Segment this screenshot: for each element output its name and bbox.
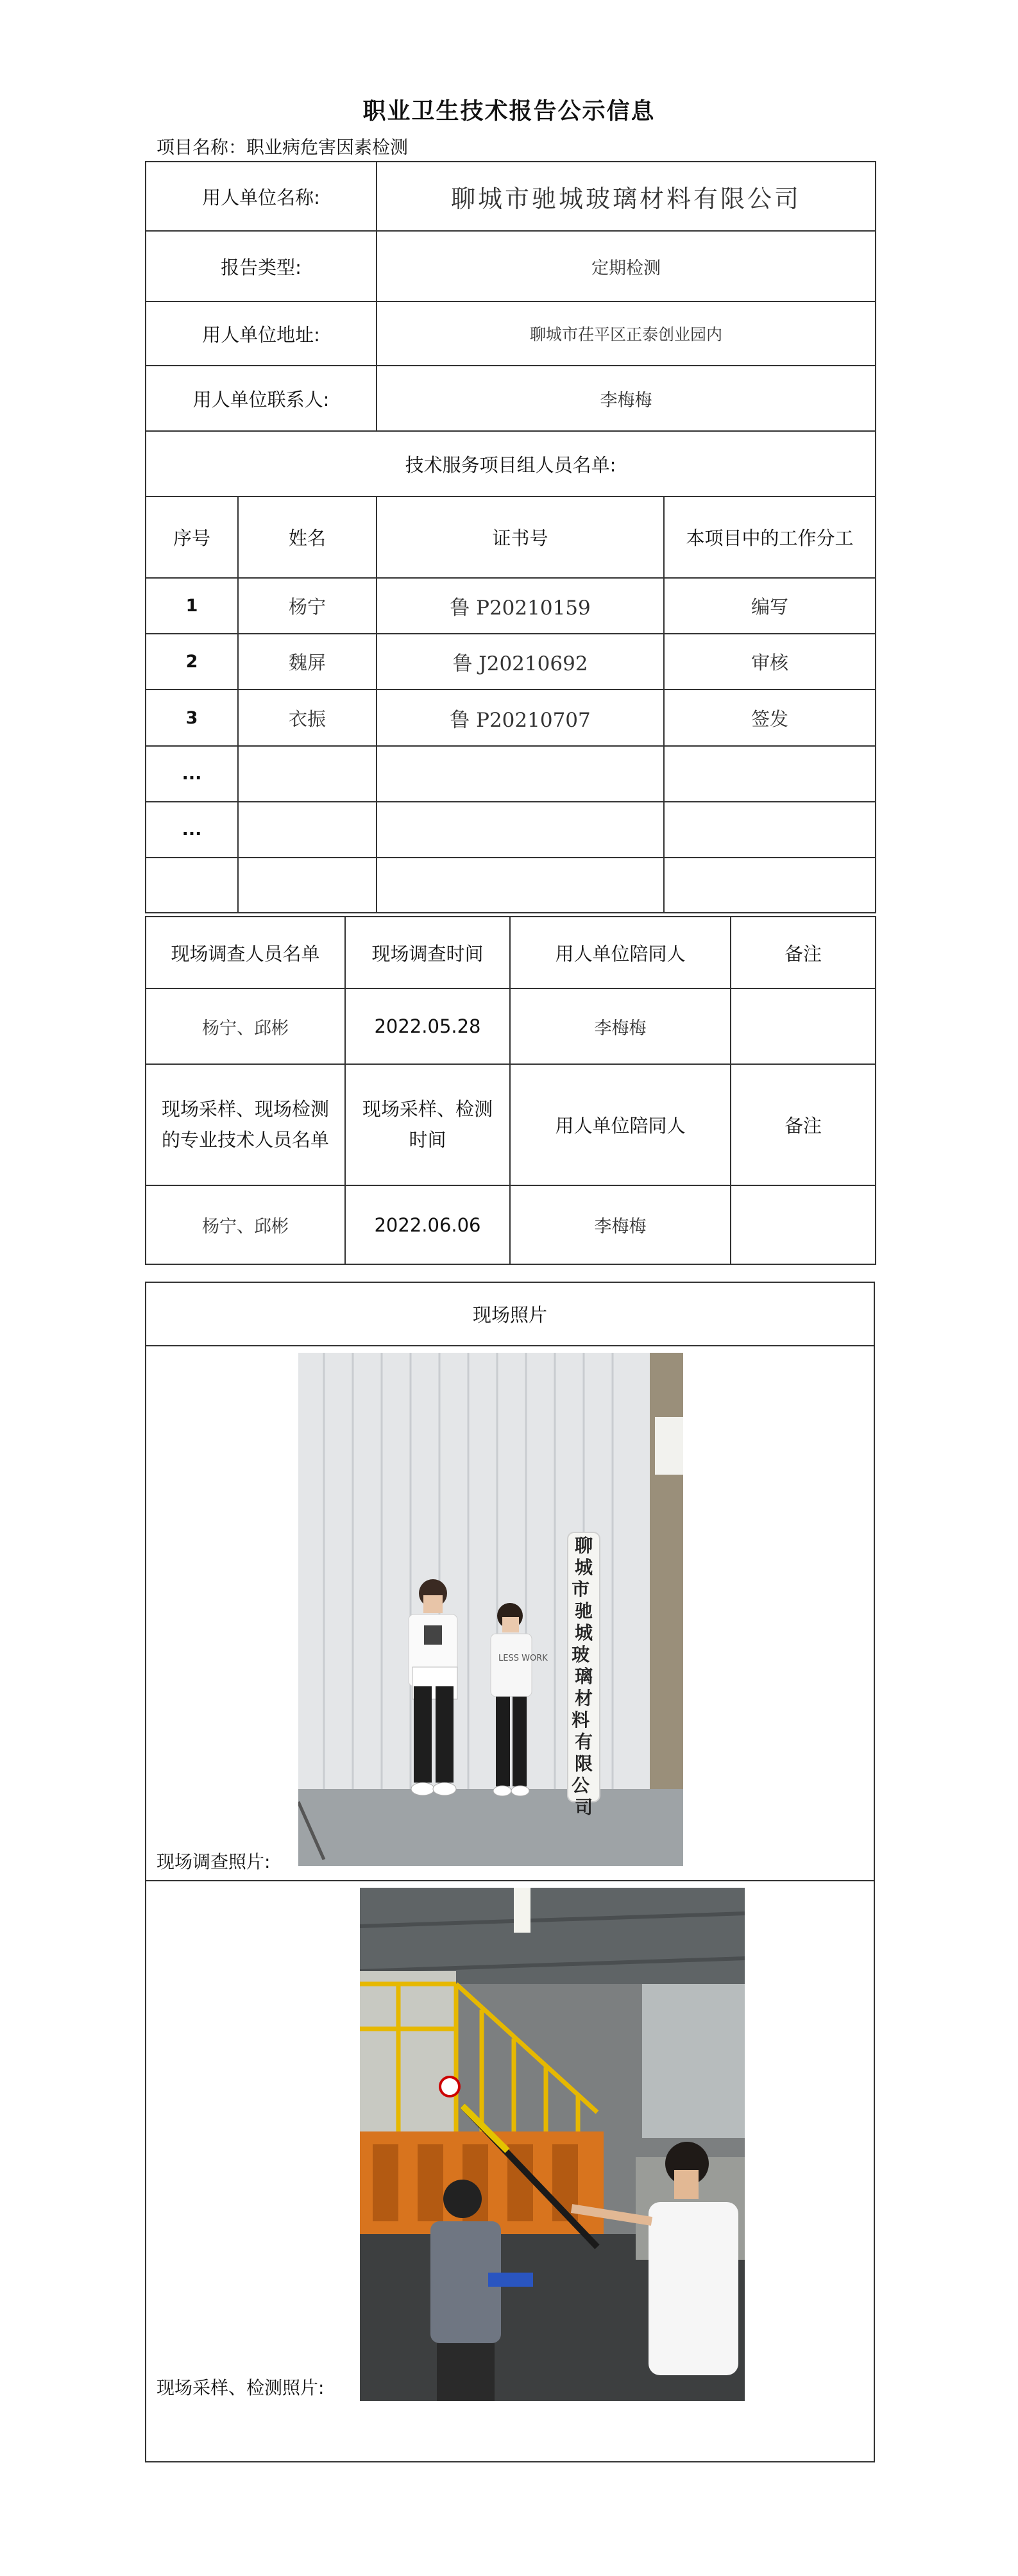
row-no	[146, 858, 238, 913]
unit-name-value: 聊城市驰城玻璃材料有限公司	[377, 162, 876, 231]
survey-staff: 杨宁、邱彬	[146, 988, 345, 1064]
row-no: 2	[146, 634, 238, 690]
project-name: 项目名称：职业病危害因素检测	[157, 137, 409, 158]
table-row	[146, 634, 876, 690]
survey-companion: 李梅梅	[510, 988, 731, 1064]
unit-name-label: 用人单位名称:	[146, 162, 377, 231]
row-no: 1	[146, 578, 238, 634]
sampling-photo-caption: 现场采样、检测照片:	[157, 2377, 325, 2398]
row-role	[664, 802, 876, 858]
survey-photo	[298, 1353, 683, 1866]
report-type-label: 报告类型:	[146, 231, 377, 301]
sampling-companion-header: 用人单位陪同人	[510, 1064, 731, 1185]
survey-companion-header: 用人单位陪同人	[510, 917, 731, 988]
sampling-date: 2022.06.06	[345, 1185, 510, 1264]
row-name: 衣振	[238, 690, 377, 746]
sampling-note-header: 备注	[731, 1064, 876, 1185]
row-role: 签发	[664, 690, 876, 746]
contact-label: 用人单位联系人:	[146, 366, 377, 431]
shirt-text: LESS WORK	[498, 1654, 548, 1663]
row-name	[238, 802, 377, 858]
row-cert: 鲁 P20210707	[377, 690, 664, 746]
contact-value: 李梅梅	[377, 366, 876, 431]
row-no: ...	[146, 746, 238, 802]
sampling-time-header: 现场采样、检测时间	[345, 1064, 510, 1185]
sampling-photo	[360, 1888, 745, 2401]
survey-date: 2022.05.28	[345, 988, 510, 1064]
row-no: 3	[146, 690, 238, 746]
col-header-cert: 证书号	[377, 496, 664, 578]
row-cert	[377, 802, 664, 858]
row-name	[238, 858, 377, 913]
col-header-role: 本项目中的工作分工	[664, 496, 876, 578]
photo-table	[145, 1282, 875, 2462]
row-role	[664, 746, 876, 802]
row-cert	[377, 746, 664, 802]
photos-header: 现场照片	[146, 1282, 874, 1346]
address-value: 聊城市茌平区正泰创业园内	[377, 301, 876, 366]
survey-note-header: 备注	[731, 917, 876, 988]
sampling-photo-cell	[146, 1881, 874, 2462]
row-cert: 鲁 J20210692	[377, 634, 664, 690]
row-name: 杨宁	[238, 578, 377, 634]
document-title: 职业卫生技术报告公示信息	[362, 98, 656, 124]
survey-table	[145, 916, 876, 1265]
sampling-note	[731, 1185, 876, 1264]
col-header-no: 序号	[146, 496, 238, 578]
row-role	[664, 858, 876, 913]
info-table	[145, 161, 876, 913]
row-role: 审核	[664, 634, 876, 690]
col-header-name: 姓名	[238, 496, 377, 578]
row-role: 编写	[664, 578, 876, 634]
sampling-staff: 杨宁、邱彬	[146, 1185, 345, 1264]
row-cert: 鲁 P20210159	[377, 578, 664, 634]
team-header: 技术服务项目组人员名单:	[146, 431, 876, 496]
table-row	[146, 690, 876, 746]
survey-note	[731, 988, 876, 1064]
survey-time-header: 现场调查时间	[345, 917, 510, 988]
row-name: 魏屏	[238, 634, 377, 690]
table-row	[146, 858, 876, 913]
survey-photo-cell	[146, 1346, 874, 1881]
survey-photo-caption: 现场调查照片:	[157, 1851, 271, 1872]
row-name	[238, 746, 377, 802]
table-row	[146, 578, 876, 634]
survey-staff-header: 现场调查人员名单	[146, 917, 345, 988]
table-row	[146, 746, 876, 802]
row-no: ...	[146, 802, 238, 858]
sign-text: 聊城市 驰城玻 璃材料 有限公 司	[572, 1535, 593, 1818]
table-row	[146, 802, 876, 858]
row-cert	[377, 858, 664, 913]
sampling-companion: 李梅梅	[510, 1185, 731, 1264]
address-label: 用人单位地址:	[146, 301, 377, 366]
report-type-value: 定期检测	[377, 231, 876, 301]
sampling-staff-header: 现场采样、现场检测的专业技术人员名单	[146, 1064, 345, 1185]
